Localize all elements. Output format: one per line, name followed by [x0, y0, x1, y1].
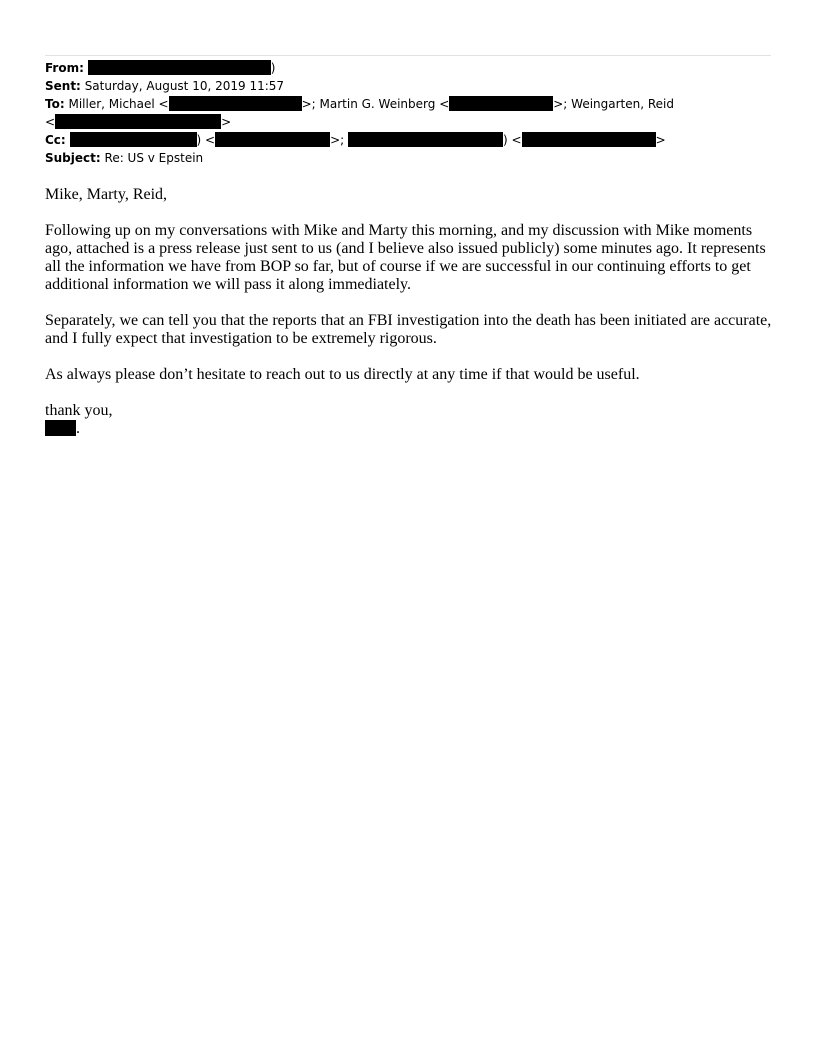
subject-line: [45, 149, 771, 167]
cc-part-2: >;: [330, 133, 345, 147]
to-label: To:: [45, 97, 65, 111]
body-paragraph-3: As always please don’t hesitate to reach out to us directly at any time if that would be useful.: [45, 366, 640, 383]
to-recipient-2: >; Martin G. Weinberg <: [301, 97, 450, 111]
redaction-block: [215, 132, 330, 147]
redaction-block: [45, 420, 76, 436]
cc-line: [45, 131, 771, 149]
to-cont-open: <: [45, 115, 56, 129]
from-label: From:: [45, 61, 84, 75]
redaction-block: [449, 96, 553, 111]
header-divider: [45, 55, 771, 56]
subject-value: Re: US v Epstein: [104, 151, 204, 165]
cc-part-1: ) <: [196, 133, 216, 147]
cc-part-4: >: [655, 133, 666, 147]
closing: thank you,: [45, 402, 113, 419]
redaction-block: [522, 132, 656, 147]
body-paragraph-1: Following up on my conversations with Mike and Marty this morning, and my discussion with Mike moments ago, attached is a press release just sent to us (and I believe also issued publicly) some minutes ago. It represents all the information we have from BOP so far, but of course if we are successful in our continuing efforts to get additional information we will pass it along immediately.: [45, 222, 766, 293]
sent-label: Sent:: [45, 79, 81, 93]
email-header: [45, 59, 771, 167]
redaction-block: [169, 96, 302, 111]
signature: [45, 420, 775, 438]
subject-label: Subject:: [45, 151, 101, 165]
from-line: [45, 59, 771, 77]
to-cont-close: >: [221, 115, 232, 129]
to-recipient-3: >; Weingarten, Reid: [553, 97, 675, 111]
to-recipient-1: Miller, Michael <: [68, 97, 169, 111]
greeting: Mike, Marty, Reid,: [45, 186, 168, 203]
signature-tail: .: [76, 420, 80, 437]
sent-value: Saturday, August 10, 2019 11:57: [84, 79, 285, 93]
redaction-block: [348, 132, 503, 147]
cc-label: Cc:: [45, 133, 66, 147]
to-line-continued: [45, 113, 771, 131]
redaction-block: [55, 114, 221, 129]
from-tail: ): [270, 61, 276, 75]
redaction-block: [88, 60, 271, 75]
redaction-block: [70, 132, 197, 147]
email-body: [45, 186, 775, 438]
cc-part-3: ) <: [503, 133, 522, 147]
body-paragraph-2: Separately, we can tell you that the reports that an FBI investigation into the death has been initiated are accurate, and I fully expect that investigation to be extremely rigorous.: [45, 312, 772, 347]
sent-line: [45, 77, 771, 95]
to-line: [45, 95, 771, 113]
